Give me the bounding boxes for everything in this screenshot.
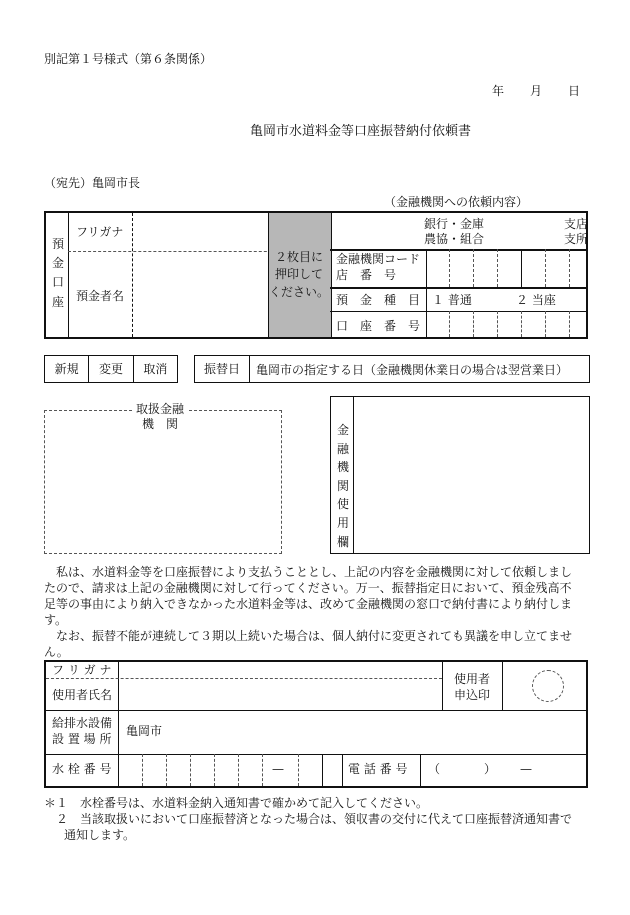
form-id: 別記第１号様式（第６条関係） [44,52,213,66]
transfer-day-text: 亀岡市の指定する日（金融機関休業日の場合は翌営業日） [256,362,569,377]
bank-use-column [330,396,590,554]
handling-bank-label: 取扱金融 機 関 [132,402,188,432]
account-type-label: 預 金 種 目 [336,293,421,307]
user-furigana-input[interactable] [120,663,440,677]
seal-circle-icon[interactable] [532,670,564,702]
meter-number-label: 水 栓 番 号 [52,762,112,776]
facility-label-2: 設 置 場 所 [52,732,112,746]
transfer-day-box [194,355,590,383]
user-table [44,660,588,788]
branch-type-1: 支店 [564,217,589,231]
note-1-text: 水栓番号は、水道料金納入通知書で確かめて記入してください。 [80,796,429,810]
account-type-ordinary[interactable]: １ 普通 [432,293,472,307]
transfer-day-label: 振替日 [195,356,250,382]
note-2-text: 当該取扱いにおいて口座振替済となった場合は、領収書の交付に代えて口座振替済通知書で [80,812,573,826]
seal-label-1: 使用者 [454,672,491,686]
date-month: 月 [530,84,543,98]
phone-label: 電 話 番 号 [348,762,408,776]
action-box [44,355,178,383]
note-2-mark: ２ [56,812,69,826]
consent-line: す。 [44,613,68,627]
note-1-mark: ＊１ [44,796,69,810]
bank-type-2: 農協・組合 [424,232,485,246]
consent-line: ん。 [44,645,69,659]
account-table [44,211,588,339]
bank-code-label: 金融機関コード [336,252,421,266]
account-number-label: 口 座 番 号 [336,319,421,333]
cancel-option[interactable]: 取消 [143,362,168,376]
consent-line: 私は、水道料金等を口座振替により支払うこととし、上記の内容を金融機関に対して依頼しまし [44,565,573,579]
date-year: 年 [492,84,505,98]
branch-type-2: 支所 [564,232,589,246]
stamp-note: ２枚目に 押印して ください。 [268,250,329,299]
furigana-label: フリガナ [76,225,124,239]
bank-use-label: 金 融 機 関 使 用 欄 [336,423,349,549]
facility-value[interactable]: 亀岡市 [126,724,163,738]
holder-input[interactable] [134,253,266,335]
furigana-input[interactable] [134,215,266,249]
consent-line: 足等の事由により納入できなかった水道料金等は、改めて金融機関の窓口で納付書により納付しま [44,597,573,611]
bank-type-1: 銀行・金庫 [424,217,485,231]
seal-label-2: 申込印 [454,688,491,702]
facility-label-1: 給排水設備 [52,716,113,730]
change-option[interactable]: 変更 [89,356,133,382]
account-type-current[interactable]: ２ 当座 [516,293,556,307]
note-2-text-cont: 通知します。 [64,828,136,842]
meter-number-dash: — [272,762,284,776]
user-name-input[interactable] [120,680,440,708]
account-side-label: 預 金 口 座 [51,237,64,309]
branch-number-label: 店 番 号 [336,268,397,282]
form-title: 亀岡市水道料金等口座振替納付依頼書 [250,124,472,139]
user-name-label: 使用者氏名 [52,688,113,702]
request-label: （金融機関への依頼内容） [384,195,529,209]
consent-line: なお、振替不能が連続して３期以上続いた場合は、個人納付に変更されても異議を申し立てませ [44,629,573,643]
phone-paren-open: （ [428,762,441,776]
phone-dash: — [520,762,532,776]
holder-label: 預金者名 [76,289,125,303]
consent-line: たので、請求は上記の金融機関に対して行ってください。万一、振替指定日において、預金残高不 [44,581,572,595]
new-option[interactable]: 新規 [45,356,89,382]
date-day: 日 [568,84,581,98]
user-furigana-label: フ リ ガ ナ [52,663,112,677]
phone-paren-close: ） [484,762,497,776]
addressee: （宛先）亀岡市長 [44,176,141,190]
